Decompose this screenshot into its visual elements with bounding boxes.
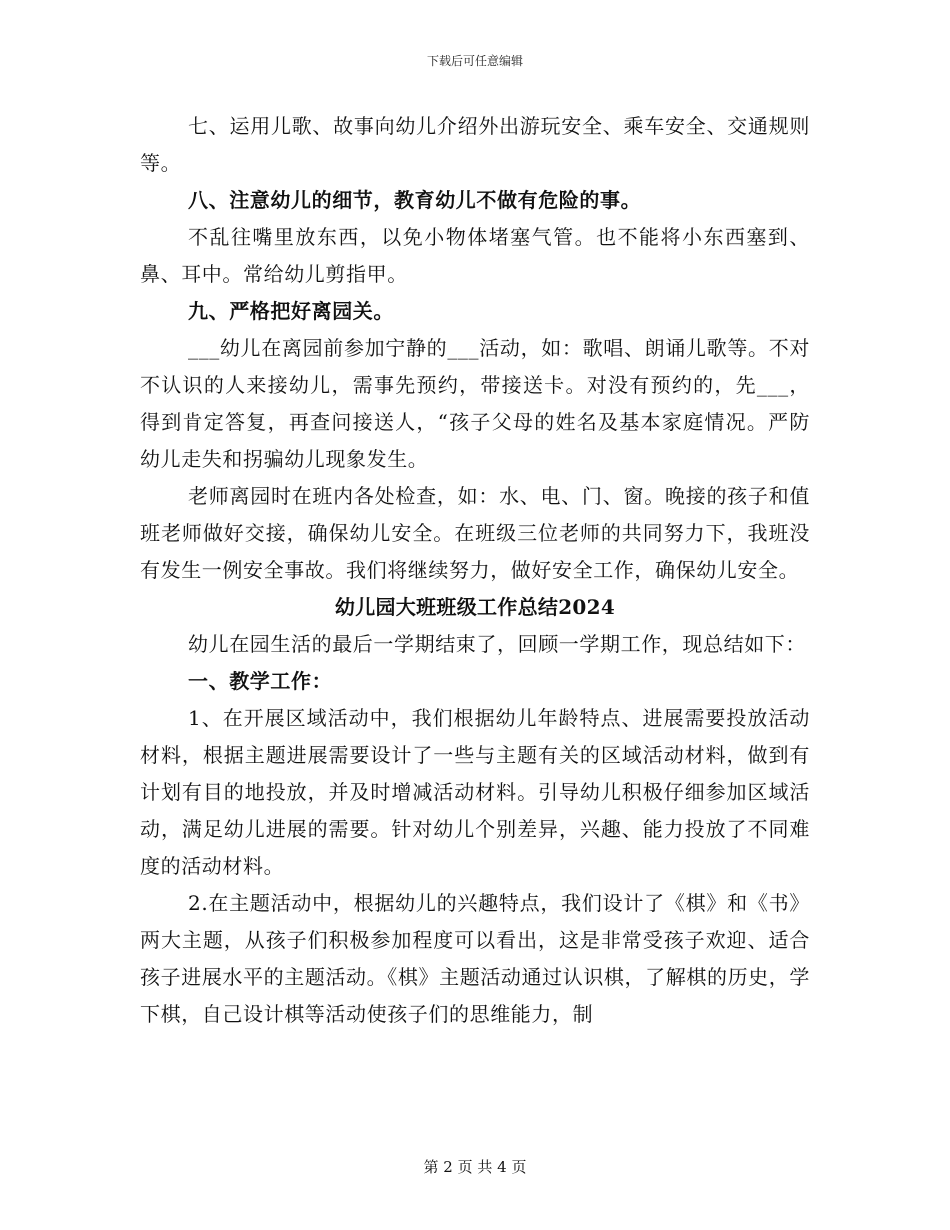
paragraph-safety-songs: 七、运用儿歌、故事向幼儿介绍外出游玩安全、乘车安全、交通规则等。 (140, 114, 810, 175)
paragraph-teacher-check: 老师离园时在班内各处检查，如：水、电、门、窗。晚接的孩子和值班老师做好交接，确保幼儿安全。在班级三位老师的共同努力下，我班没有发生一例安全事故。我们将继续努力，做好安全工作，确保幼儿安全。 (140, 484, 810, 582)
paragraph-intro: 幼儿在园生活的最后一学期结束了，回顾一学期工作，现总结如下： (188, 632, 806, 656)
heading-teaching: 一、教学工作： (188, 669, 333, 693)
document-body (140, 108, 810, 1033)
heading-departure: 九、严格把好离园关。 (188, 299, 394, 323)
paragraph-details: 不乱往嘴里放东西，以免小物体堵塞气管。也不能将小东西塞到、鼻、耳中。常给幼儿剪指甲。 (140, 225, 810, 286)
paragraph-departure: ___幼儿在离园前参加宁静的___活动，如：歌唱、朗诵儿歌等。不对不认识的人来接幼儿，需事先预约，带接送卡。对没有预约的，先___，得到肯定答复，再查问接送人，“孩子父母的姓名及基本家庭情况。严防幼儿走失和拐骗幼儿现象发生。 (140, 336, 810, 471)
paragraph-area-activities: 1、在开展区域活动中，我们根据幼儿年龄特点、进展需要投放活动材料，根据主题进展需要设计了一些与主题有关的区域活动材料，做到有计划有目的地投放，并及时增减活动材料。引导幼儿积极仔细参加区域活动，满足幼儿进展的需要。针对幼儿个别差异，兴趣、能力投放了不同难度的活动材料。 (140, 706, 810, 878)
page-footer: 第 2 页 共 4 页 (423, 1158, 527, 1176)
page-header: 下载后可任意编辑 (426, 54, 523, 68)
paragraph-theme-activities: 2.在主题活动中，根据幼儿的兴趣特点，我们设计了《棋》和《书》两大主题，从孩子们积极参加程度可以看出，这是非常受孩子欢迎、适合孩子进展水平的主题活动。《棋》主题活动通过认识棋，了解棋的历史，学下棋，自己设计棋等活动使孩子们的思维能力，制 (140, 891, 810, 1026)
heading-details: 八、注意幼儿的细节，教育幼儿不做有危险的事。 (188, 188, 642, 212)
section-title: 幼儿园大班班级工作总结2024 (334, 595, 616, 619)
